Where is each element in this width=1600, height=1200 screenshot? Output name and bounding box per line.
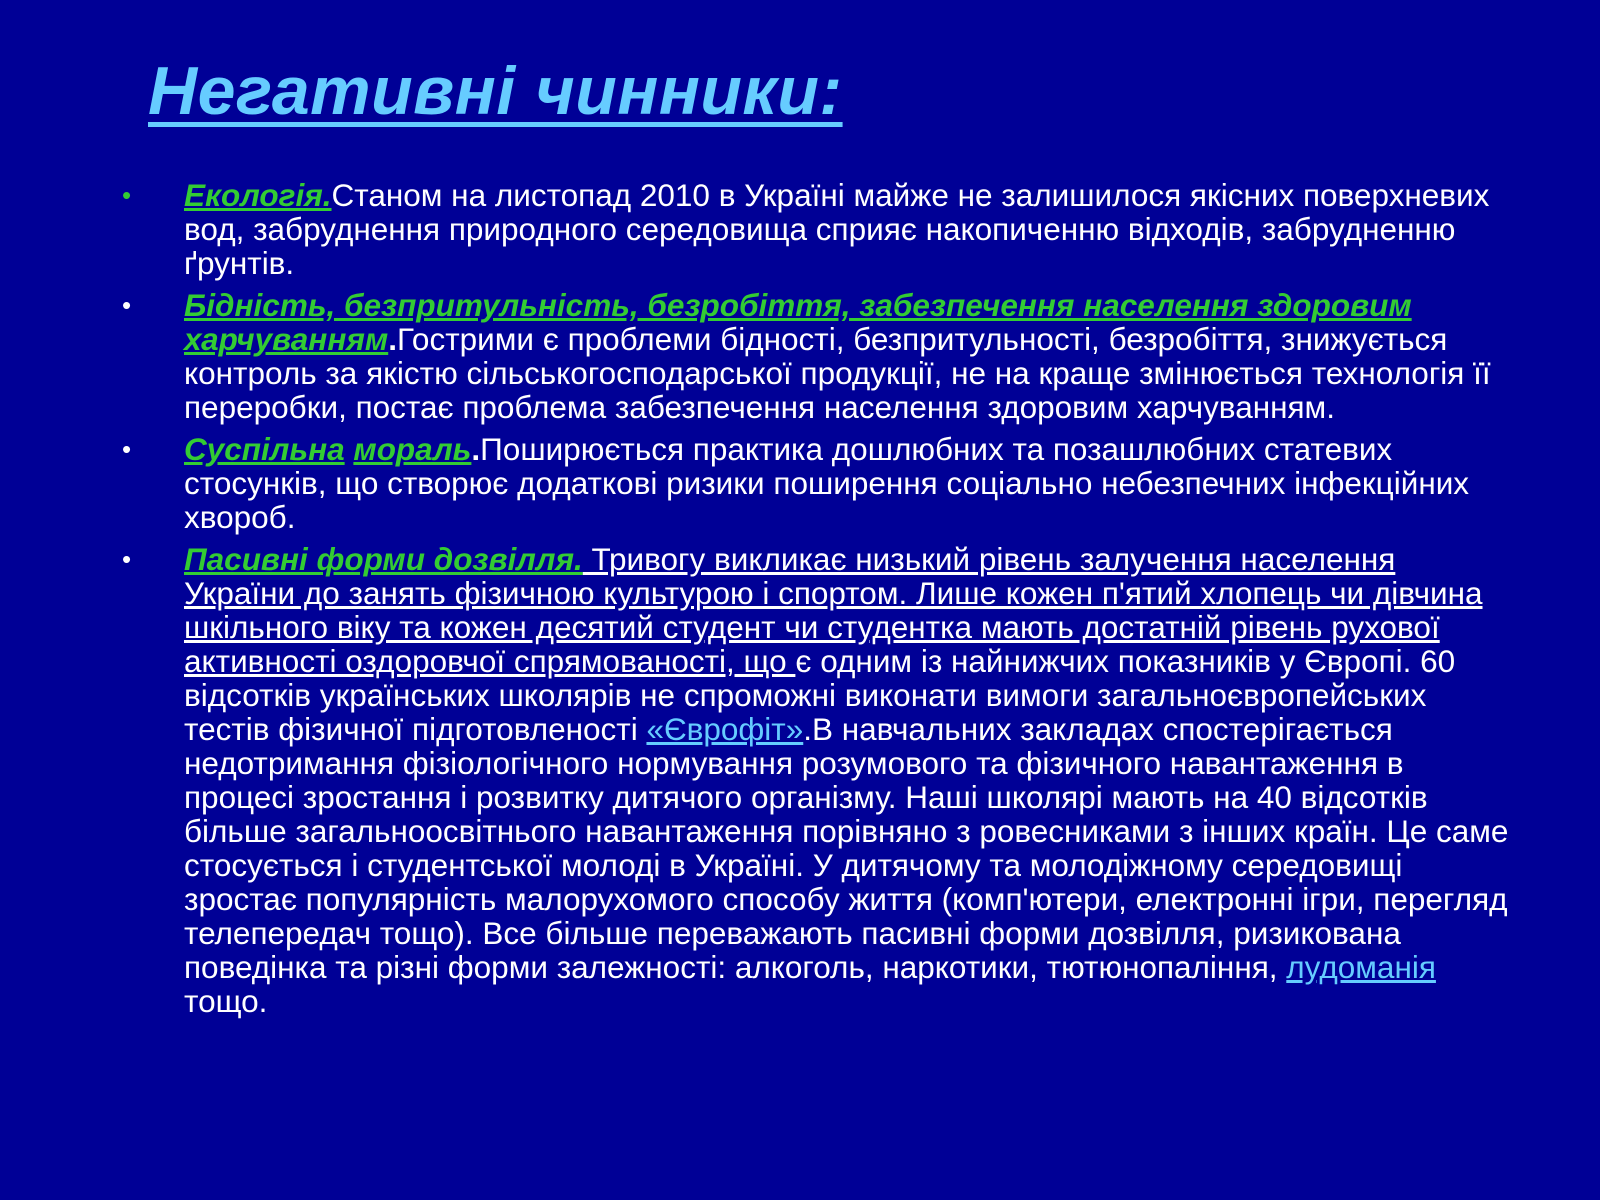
bullet-item-poverty — [122, 288, 1512, 424]
bullet-dot-icon: • — [122, 544, 132, 574]
bullet-underlined-text: Тривогу викликає низький рівень залучення населення України до занять фізичною культурою і спортом. Лише кожен п'ятий хлопець чи дівчина шкільного віку та кожен десятий студент чи студентка мають достатній рівень рухової активності оздоровчої спрямованості, що — [184, 541, 1483, 679]
bullet-heading-dot: . — [471, 431, 481, 467]
bullet-dot-icon: • — [122, 290, 132, 320]
bullet-heading: Бідність, безпритульність, безробіття, забезпечення населення здоровим — [184, 287, 1412, 323]
bullet-heading: Екологія. — [184, 177, 332, 213]
bullet-text: Поширюється практика дошлюбних та позашлюбних статевих стосунків, що створює додаткові ризики поширення соціально небезпечних інфекційних хвороб. — [184, 431, 1470, 535]
slide-title: Негативні чинники: — [148, 53, 843, 129]
bullet-heading: Суспільна — [184, 431, 345, 467]
bullet-heading: Пасивні форми дозвілля. — [184, 541, 583, 577]
eurofit-link[interactable]: «Єврофіт» — [646, 711, 804, 747]
bullet-list — [122, 178, 1512, 1026]
bullet-text: Станом на листопад 2010 в Україні майже не залишилося якісних поверхневих вод, забруднення природного середовища сприяє накопиченню відходів, забрудненню ґрунтів. — [184, 177, 1490, 281]
bullet-dot-icon: • — [122, 180, 132, 210]
bullet-text: Гострими є проблеми бідності, безпритульності, безробіття, знижується контроль за якістю сільськогосподарської продукції, не на краще змінюється технологія її переробки, постає проблема забезпечення населення здоровим харчуванням. — [184, 321, 1491, 425]
bullet-text: є одним із найнижчих показників у Європі. 60 відсотків українських школярів не спроможні виконати вимоги загальноєвропейських тестів фізичної підготовленості — [184, 643, 1456, 747]
bullet-text-continued: .В навчальних закладах спостерігається недотримання фізіологічного нормування розумового та фізичного навантаження в процесі зростання і розвитку дитячого організму. Наші школярі мають на 40 відсотків більше загальноосвітнього навантаження порівняно з ровесниками з інших країн. Це саме стосується і студентської молоді в Україні. У дитячому та молодіжному середовищі зростає популярність малорухомого способу життя (комп'ютери, електронні ігри, перегляд телепередач тощо). Все більше переважають пасивні форми дозвілля, ризикована поведінка та різні форми залежності: алкоголь, наркотики, тютюнопаління, — [184, 711, 1509, 985]
bullet-dot-icon: • — [122, 434, 132, 464]
bullet-heading-continued: харчуванням — [184, 321, 389, 357]
bullet-item-ecology — [122, 178, 1512, 280]
bullet-heading-dot: . — [388, 321, 397, 357]
bullet-item-morality — [122, 432, 1512, 534]
bullet-item-leisure — [122, 542, 1512, 1018]
bullet-text-end: тощо. — [184, 983, 268, 1019]
ludomania-link[interactable]: лудоманія — [1286, 949, 1436, 985]
bullet-heading-continued: мораль — [353, 431, 472, 467]
